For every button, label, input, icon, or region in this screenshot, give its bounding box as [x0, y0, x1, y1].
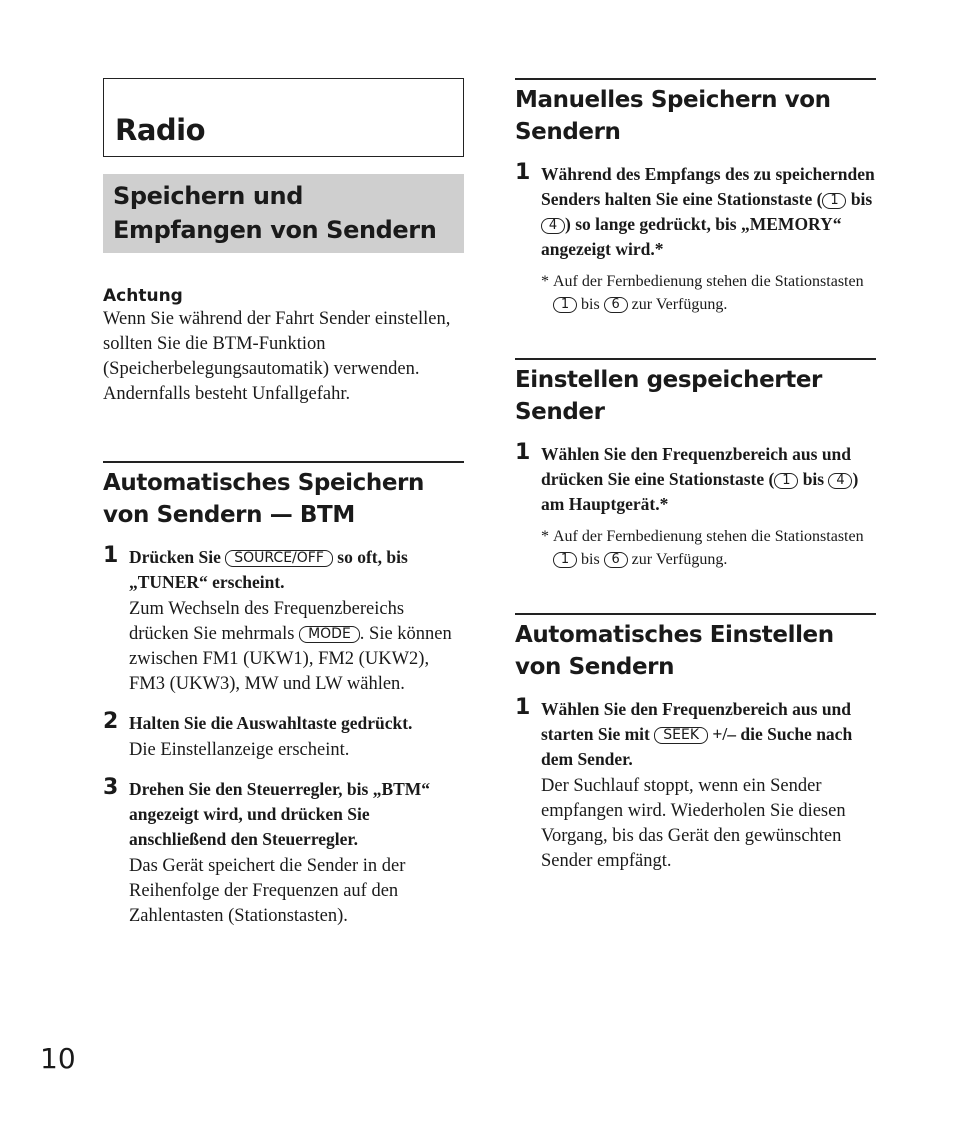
manual-store-step-1: [515, 162, 876, 262]
preset-tune-section: [515, 358, 876, 571]
auto-store-section: [103, 461, 464, 929]
step-text: Wählen Sie den Frequenzbereich aus und drücken Sie eine Stationstaste (: [541, 444, 852, 489]
section-title: Speichern und Empfangen von Sendern: [113, 182, 437, 244]
step-number: 2: [103, 709, 119, 734]
auto-tune-section: [515, 613, 876, 874]
step-number: 1: [515, 695, 531, 720]
auto-store-title: Automatisches Speichern von Sendern — BTM: [103, 470, 424, 528]
preset-key-1-label: 1: [822, 193, 846, 209]
step-description: [129, 597, 464, 697]
caution-heading: Achtung: [103, 286, 183, 306]
footnote: [541, 525, 876, 571]
source-off-key-label: SOURCE/OFF: [225, 550, 333, 567]
step-instruction: [541, 697, 876, 772]
footnote-text: Auf der Fernbedienung stehen die Stationstasten: [553, 528, 864, 545]
auto-tune-title: Automatisches Einstellen von Sendern: [515, 622, 834, 680]
step-instruction: [541, 162, 876, 262]
footnote-marker: *: [541, 528, 549, 545]
step-number: 1: [515, 160, 531, 185]
right-column: [515, 78, 876, 874]
step-text: bis: [798, 469, 829, 489]
left-column: [103, 78, 464, 929]
mode-key-label: MODE: [299, 626, 360, 643]
step-text: ) so lange gedrückt, bis „MEMORY“ angezeigt wird.*: [541, 214, 842, 259]
step-text: Wählen Sie den Frequenzbereich aus und starten Sie mit: [541, 699, 852, 744]
preset-tune-title: Einstellen gespeicherter Sender: [515, 367, 822, 425]
manual-store-section: [515, 78, 876, 316]
step-instruction: Halten Sie die Auswahltaste gedrückt.: [129, 713, 413, 733]
step-text: Während des Empfangs des zu speichernden Senders halten Sie eine Stationstaste (: [541, 164, 875, 209]
step-text: . Sie können zwischen FM1 (UKW1), FM2 (UKW2), FM3 (UKW3), MW und LW wählen.: [129, 624, 452, 694]
step-description: Die Einstellanzeige erscheint.: [129, 740, 350, 760]
auto-store-step-3: [103, 777, 464, 929]
preset-key-4-label: 4: [828, 473, 852, 489]
step-number: 3: [103, 775, 119, 800]
preset-key-1-label: 1: [553, 552, 577, 568]
preset-key-1-label: 1: [553, 297, 577, 313]
step-instruction: [129, 545, 464, 595]
preset-key-6-label: 6: [604, 552, 628, 568]
step-text: so oft, bis „TUNER“ erscheint.: [129, 547, 408, 592]
preset-key-6-label: 6: [604, 297, 628, 313]
auto-store-step-2: [103, 711, 464, 763]
step-description: Der Suchlauf stoppt, wenn ein Sender empfangen wird. Wiederholen Sie diesen Vorgang, bis das Gerät den gewünschten Sender empfängt.: [541, 776, 846, 871]
caution-block: [103, 285, 464, 407]
chapter-title: Radio: [115, 113, 206, 147]
preset-key-1-label: 1: [774, 473, 798, 489]
step-text: ) am Hauptgerät.*: [541, 469, 859, 514]
footnote-marker: *: [541, 273, 549, 290]
step-text: bis: [846, 189, 873, 209]
footnote-text: Auf der Fernbedienung stehen die Stationstasten: [553, 273, 864, 290]
auto-tune-step-1: [515, 697, 876, 874]
step-number: 1: [103, 543, 119, 568]
step-text: Drücken Sie: [129, 547, 221, 567]
seek-key-label: SEEK: [654, 727, 708, 744]
footnote-text: bis: [577, 296, 604, 313]
caution-text: Wenn Sie während der Fahrt Sender einstellen, sollten Sie die BTM-Funktion (Speicherbelegungsautomatik) verwenden. Andernfalls besteht Unfallgefahr.: [103, 309, 451, 404]
step-instruction: [541, 442, 876, 517]
step-instruction: Drehen Sie den Steuerregler, bis „BTM“ angezeigt wird, und drücken Sie anschließend den Steuerregler.: [129, 779, 431, 849]
footnote-text: zur Verfügung.: [627, 551, 728, 568]
step-description: Das Gerät speichert die Sender in der Reihenfolge der Frequenzen auf den Zahlentasten (Stationstasten).: [129, 856, 406, 926]
footnote-text: zur Verfügung.: [627, 296, 728, 313]
step-number: 1: [515, 440, 531, 465]
section-header-box: [103, 174, 464, 253]
step-text: Zum Wechseln des Frequenzbereichs drücken Sie mehrmals: [129, 599, 405, 644]
page-number: 10: [40, 1042, 76, 1075]
chapter-header-box: [103, 78, 464, 157]
footnote-text: bis: [577, 551, 604, 568]
preset-key-4-label: 4: [541, 218, 565, 234]
auto-store-step-1: [103, 545, 464, 697]
preset-tune-step-1: [515, 442, 876, 517]
manual-store-title: Manuelles Speichern von Sendern: [515, 87, 831, 145]
footnote: [541, 270, 876, 316]
step-text: +/– die Suche nach dem Sender.: [541, 724, 853, 769]
